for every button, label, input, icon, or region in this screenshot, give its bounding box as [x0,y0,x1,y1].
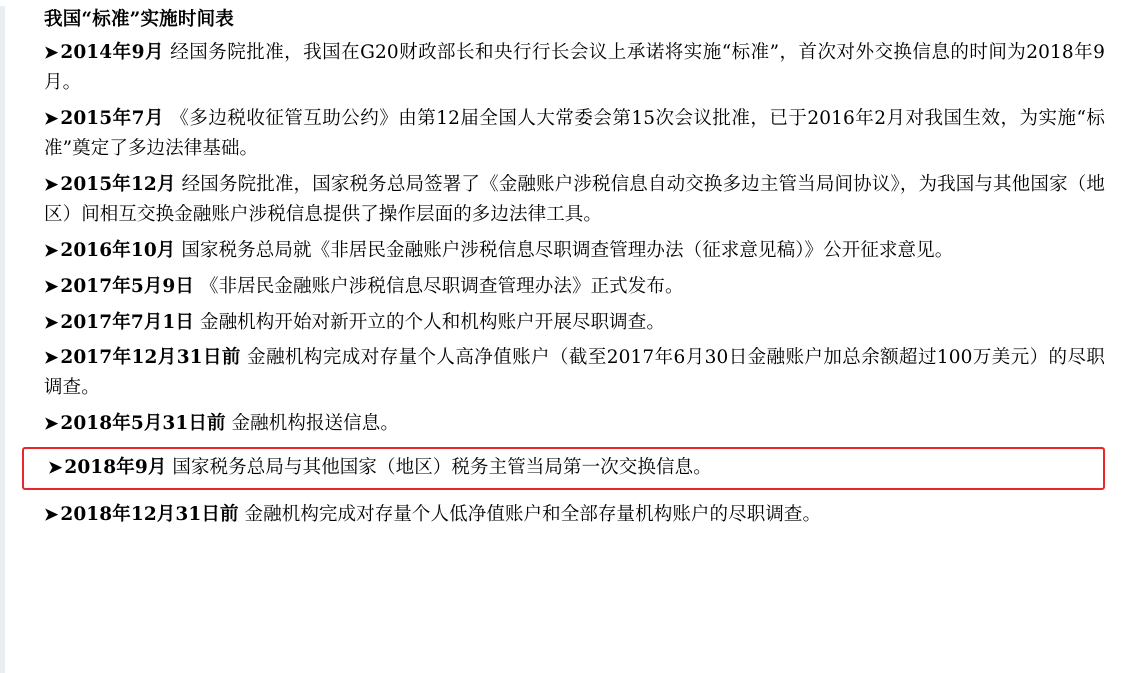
bullet-arrow-icon: ➤ [44,312,59,333]
timeline-entry [22,500,1105,530]
timeline-entry-text: 金融机构报送信息。 [225,413,399,435]
bullet-arrow-icon: ➤ [44,276,59,297]
timeline-entry-date: 2017年12月31日前 [60,347,241,369]
timeline-entry [24,453,1097,483]
timeline-entry [22,236,1105,266]
timeline-entry [22,170,1105,230]
timeline-entry [22,104,1105,164]
bullet-arrow-icon: ➤ [44,42,59,63]
page-left-margin-rule [0,6,5,673]
timeline-entry-date: 2017年7月1日 [60,311,194,333]
bullet-arrow-icon: ➤ [44,348,59,369]
timeline-entry [22,38,1105,98]
timeline-entry-text: 金融机构完成对存量个人低净值账户和全部存量机构账户的尽职调查。 [238,504,822,526]
timeline-entry [22,343,1105,403]
document-page [0,6,1135,673]
timeline-entry-text: 《多边税收征管互助公约》由第12届全国人大常委会第15次会议批准，已于2016年2月对我国生效，为实施“标准”奠定了多边法律基础。 [44,107,1105,159]
timeline-entry [22,308,1105,338]
timeline-entry-date: 2014年9月 [60,41,164,63]
timeline-entry-date: 2018年9月 [64,457,167,479]
bullet-arrow-icon: ➤ [48,458,63,479]
timeline-entry-date: 2017年5月9日 [60,275,194,297]
timeline-entry-date: 2015年7月 [60,107,164,129]
timeline-entry [22,409,1105,439]
bullet-arrow-icon: ➤ [44,108,59,129]
timeline-entry-text: 国家税务总局就《非居民金融账户涉税信息尽职调查管理办法（征求意见稿）》公开征求意见。 [175,239,954,261]
page-title: 我国“标准”实施时间表 [44,9,234,30]
timeline-entry-text: 国家税务总局与其他国家（地区）税务主管当局第一次交换信息。 [166,457,712,479]
document-body [22,38,1105,531]
bullet-arrow-icon: ➤ [44,505,59,526]
timeline-entry-text: 金融机构开始对新开立的个人和机构账户开展尽职调查。 [194,311,665,333]
timeline-entry-date: 2018年5月31日前 [60,413,226,435]
bullet-arrow-icon: ➤ [44,240,59,261]
timeline-entry-date: 2018年12月31日前 [60,504,239,526]
highlighted-timeline-entry [22,447,1105,490]
timeline-entry-date: 2015年12月 [60,173,176,195]
timeline-entry [22,272,1105,302]
bullet-arrow-icon: ➤ [44,414,59,435]
timeline-entry-text: 金融机构完成对存量个人高净值账户（截至2017年6月30日金融账户加总余额超过100万美元）的尽职调查。 [44,347,1105,399]
timeline-entry-text: 经国务院批准，国家税务总局签署了《金融账户涉税信息自动交换多边主管当局间协议》，为我国与其他国家（地区）间相互交换金融账户涉税信息提供了操作层面的多边法律工具。 [44,173,1105,225]
timeline-entry-date: 2016年10月 [60,239,176,261]
timeline-entry-text: 经国务院批准，我国在G20财政部长和央行行长会议上承诺将实施“标准”，首次对外交换信息的时间为2018年9月。 [44,41,1105,93]
timeline-entry-text: 《非居民金融账户涉税信息尽职调查管理办法》正式发布。 [194,275,684,297]
bullet-arrow-icon: ➤ [44,174,59,195]
